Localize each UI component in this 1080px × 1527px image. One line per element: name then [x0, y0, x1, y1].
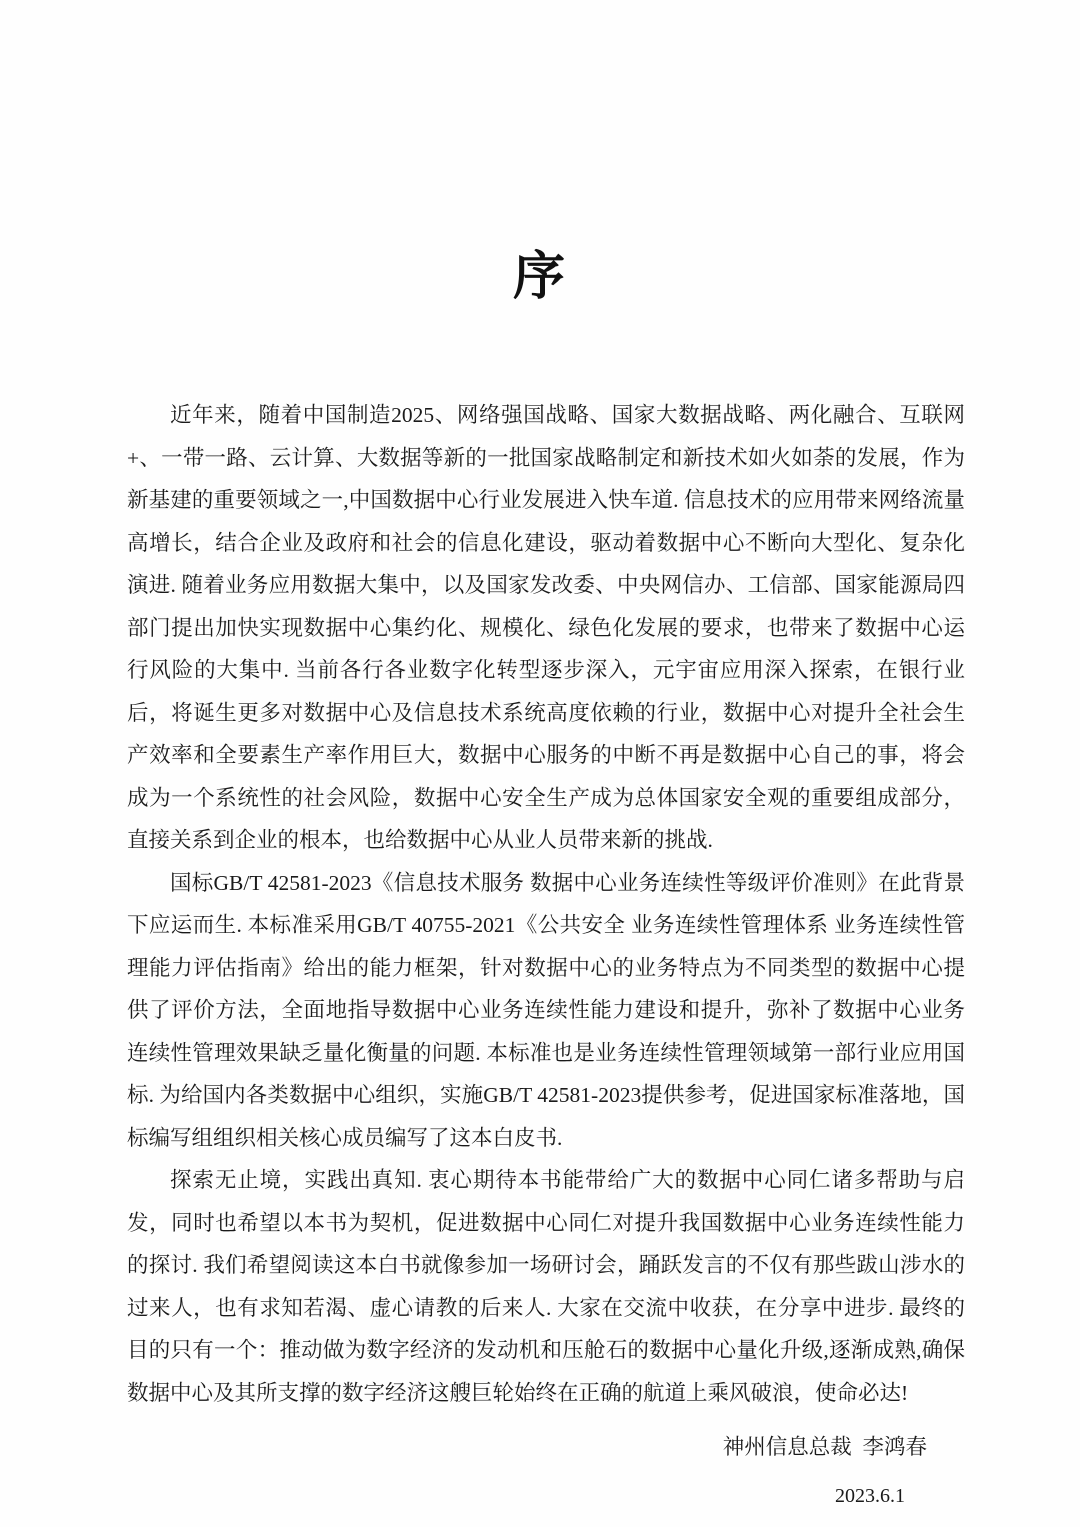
page-title: 序 — [512, 249, 567, 306]
signature: 神州信息总裁 李鸿春 — [722, 1435, 927, 1459]
paragraph: 探索无止境，实践出真知. 衷心期待本书能带给广大的数据中心同仁诸多帮助与启发，同时也希望以本书为契机，促进数据中心同仁对提升我国数据中心业务连续性能力的探讨. 我们希望阅读这本白书就像参加一场研讨会，踊跃发言的不仅有那些跋山涉水的过来人，也有求知若渴、虚心请教的后来人. 大家在交流中收获，在分享中进步. 最终的目的只有一个：推动做为数字经济的发动机和压舱石的数据中心量化升级,逐渐成熟,确保数据中心及其所支撑的数字经济这艘巨轮始终在正确的航道上乘风破浪，使命必达! — [127, 1168, 965, 1405]
paragraph: 国标GB/T 42581-2023《信息技术服务 数据中心业务连续性等级评价准则》在此背景下应运而生. 本标准采用GB/T 40755-2021《公共安全 业务连续性管理体系 业务连续性管理能力评估指南》给出的能力框架，针对数据中心的业务特点为不同类型的数据中心提供了评价方法，全面地指导数据中心业务连续性能力建设和提升，弥补了数据中心业务连续性管理效果缺乏量化衡量的问题. 本标准也是业务连续性管理领域第一部行业应用国标. 为给国内各类数据中心组织，实施GB/T 42581-2023提供参考，促进国家标准落地，国标编写组组织相关核心成员编写了这本白皮书. — [127, 870, 965, 1150]
paragraph: 近年来，随着中国制造2025、网络强国战略、国家大数据战略、两化融合、互联网+、一带一路、云计算、大数据等新的一批国家战略制定和新技术如火如荼的发展，作为新基建的重要领域之一,中国数据中心行业发展进入快车道. 信息技术的应用带来网络流量高增长，结合企业及政府和社会的信息化建设，驱动着数据中心不断向大型化、复杂化演进. 随着业务应用数据大集中，以及国家发改委、中央网信办、工信部、国家能源局四部门提出加快实现数据中心集约化、规模化、绿色化发展的要求，也带来了数据中心运行风险的大集中. 当前各行各业数字化转型逐步深入，元宇宙应用深入探索，在银行业后，将诞生更多对数据中心及信息技术系统高度依赖的行业，数据中心对提升全社会生产效率和全要素生产率作用巨大，数据中心服务的中断不再是数据中心自己的事，将会成为一个系统性的社会风险，数据中心安全生产成为总体国家安全观的重要组成部分，直接关系到企业的根本，也给数据中心从业人员带来新的挑战. — [127, 403, 965, 852]
preface-body — [127, 394, 965, 1414]
date: 2023.6.1 — [835, 1484, 905, 1507]
